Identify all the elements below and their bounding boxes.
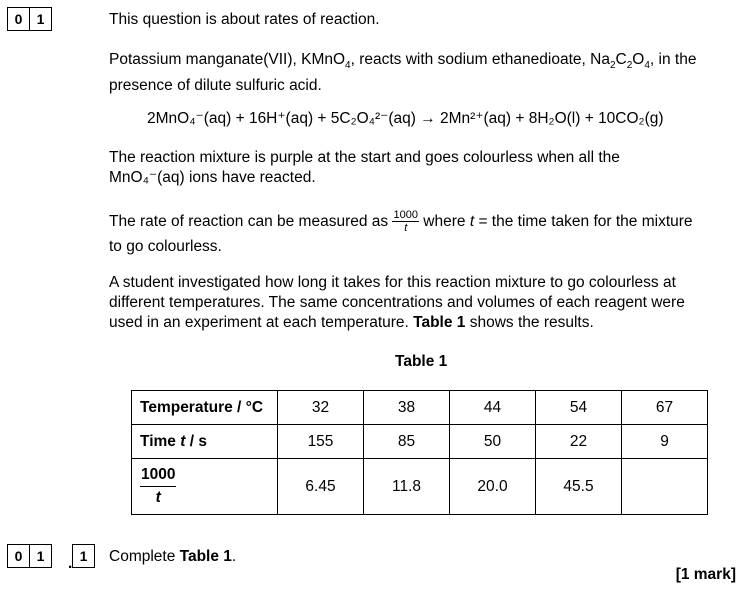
subquestion-number-digit: 1	[29, 545, 51, 567]
paragraph-reagents: Potassium manganate(VII), KMnO$_4$, reacts with sodium ethanedioate, $Na_2C_2O_4$, in the presence of dilute sulfuric acid.	[109, 51, 697, 95]
table-cell: 45.5	[536, 459, 622, 515]
table-row-time	[132, 425, 708, 459]
table-cell: 85	[364, 425, 450, 459]
table-cell: 6.45	[278, 459, 364, 515]
table-cell: 67	[622, 391, 708, 425]
subquestion-number-box-a	[7, 544, 52, 568]
table-cell: 20.0	[450, 459, 536, 515]
question-number-digit: 0	[14, 11, 23, 27]
row-header-time: Time t / s	[132, 425, 278, 459]
row-header-rate: $\frac{1000}{t}$	[132, 459, 278, 515]
table-cell: 50	[450, 425, 536, 459]
question-intro: This question is about rates of reaction.	[109, 11, 380, 28]
paragraph-colour: The reaction mixture is purple at the start and goes colourless when all the MnO₄⁻(aq) ions have reacted.	[109, 149, 620, 186]
row-header-temperature: Temperature / °C	[132, 391, 278, 425]
marks-label: [1 mark]	[675, 566, 736, 583]
results-table	[131, 390, 708, 515]
table-row-rate	[132, 459, 708, 515]
paragraph-rate: The rate of reaction can be measured as $\frac{1000}{t}$ where t = the time taken for the mixture to go colourless.	[109, 209, 693, 256]
subquestion-number-box-b	[72, 544, 95, 568]
table-row-temperature	[132, 391, 708, 425]
subquestion-prompt: Complete Table 1.	[109, 548, 237, 565]
paragraph-investigation: A student investigated how long it takes for this reaction mixture to go colourless at different temperatures. The same concentrations and volumes of each reagent were used in an experiment at each temperature. Table 1 shows the results.	[109, 274, 685, 331]
table-cell: 32	[278, 391, 364, 425]
table-cell: 11.8	[364, 459, 450, 515]
reaction-equation: 2MnO₄⁻(aq) + 16H⁺(aq) + 5C₂O₄²⁻(aq) → 2Mn²⁺(aq) + 8H₂O(l) + 10CO₂(g)	[147, 110, 664, 127]
answer-cell[interactable]	[622, 459, 708, 515]
subquestion-number-digit: 0	[14, 548, 23, 564]
table-cell: 155	[278, 425, 364, 459]
table-cell: 54	[536, 391, 622, 425]
subquestion-dot: .	[68, 555, 73, 572]
question-number-box	[7, 7, 52, 31]
table-cell: 9	[622, 425, 708, 459]
table-cell: 38	[364, 391, 450, 425]
table-cell: 22	[536, 425, 622, 459]
subquestion-number-digit: 1	[79, 548, 88, 564]
rate-fraction: $\frac{1000}{t}$	[393, 209, 418, 235]
table-cell: 44	[450, 391, 536, 425]
table-title: Table 1	[395, 353, 448, 370]
question-number-digit: 1	[29, 8, 51, 30]
